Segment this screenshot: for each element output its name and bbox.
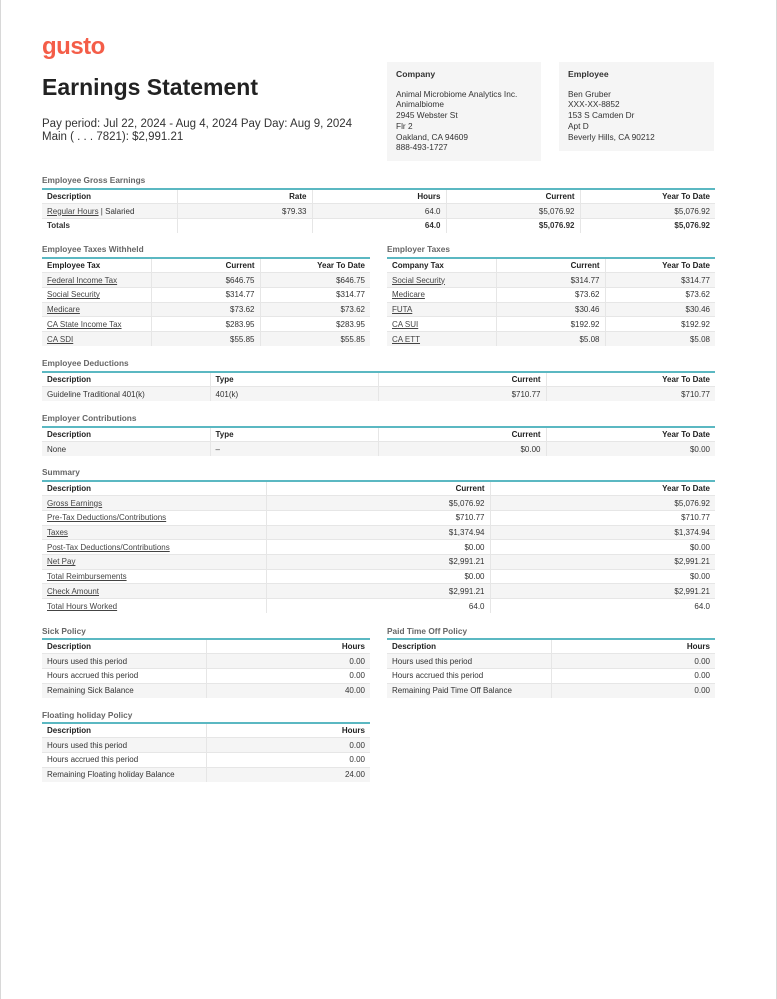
tax-name-cell xyxy=(42,273,151,288)
summary-name-cell xyxy=(42,496,266,511)
table-row xyxy=(42,540,715,555)
gross-earnings-title: Employee Gross Earnings xyxy=(42,175,146,185)
ytd-cell: $314.77 xyxy=(260,287,370,302)
description-cell: Hours accrued this period xyxy=(387,668,551,683)
summary-title: Summary xyxy=(42,467,80,477)
company-line: 888-493-1727 xyxy=(396,142,448,153)
table-row xyxy=(42,496,715,511)
description-cell: Guideline Traditional 401(k) xyxy=(42,387,210,402)
summary-link[interactable]: Pre-Tax Deductions/Contributions xyxy=(47,513,167,523)
summary-name-cell xyxy=(42,554,266,569)
ytd-cell: $0.00 xyxy=(490,540,715,555)
type-cell: – xyxy=(210,442,378,457)
current-cell: $1,374.94 xyxy=(266,525,490,540)
tax-link[interactable]: CA ETT xyxy=(392,334,421,344)
company-line: Oakland, CA 94609 xyxy=(396,131,468,142)
ytd-cell: 64.0 xyxy=(490,599,715,614)
account-line: Main ( . . . 7821): $2,991.21 xyxy=(42,131,184,143)
table-row xyxy=(387,654,715,669)
summary-name-cell xyxy=(42,569,266,584)
summary-link[interactable]: Total Reimbursements xyxy=(47,571,127,581)
tax-name-cell xyxy=(42,331,151,346)
column-header: Year To Date xyxy=(580,189,715,204)
table-row xyxy=(387,668,715,683)
description-cell: Remaining Paid Time Off Balance xyxy=(387,683,551,698)
description-cell: Remaining Sick Balance xyxy=(42,683,206,698)
current-cell: $314.77 xyxy=(151,287,260,302)
tax-name-cell xyxy=(387,317,496,332)
column-header: Description xyxy=(42,723,206,738)
column-header: Current xyxy=(151,258,260,273)
column-header: Year To Date xyxy=(546,372,715,387)
employee-deductions-title: Employee Deductions xyxy=(42,358,129,368)
current-cell: $710.77 xyxy=(266,510,490,525)
table-row xyxy=(42,752,370,767)
employee-line: 153 S Camden Dr xyxy=(568,110,635,121)
ytd-cell: $5.08 xyxy=(605,331,715,346)
column-header: Description xyxy=(42,372,210,387)
tax-name-cell xyxy=(387,302,496,317)
ytd-cell: $55.85 xyxy=(260,331,370,346)
current-cell: $73.62 xyxy=(151,302,260,317)
description-suffix: | Salaried xyxy=(98,206,135,216)
current-cell: $30.46 xyxy=(496,302,605,317)
empty-cell xyxy=(177,218,312,233)
ytd-cell: $646.75 xyxy=(260,273,370,288)
ytd-cell: $0.00 xyxy=(490,569,715,584)
column-header: Rate xyxy=(177,189,312,204)
table-row xyxy=(42,287,370,302)
column-header: Description xyxy=(42,189,177,204)
regular-hours-link[interactable]: Regular Hours xyxy=(47,206,99,216)
hours-cell: 0.00 xyxy=(551,683,715,698)
current-cell: 64.0 xyxy=(266,599,490,614)
totals-ytd: $5,076.92 xyxy=(580,218,715,233)
ytd-cell: $710.77 xyxy=(490,510,715,525)
column-header: Description xyxy=(387,639,551,654)
table-header-row xyxy=(42,481,715,496)
sick-policy-table xyxy=(42,638,370,698)
table-row xyxy=(387,287,715,302)
totals-row xyxy=(42,218,715,233)
table-row xyxy=(42,767,370,782)
table-row xyxy=(42,683,370,698)
ytd-cell: $1,374.94 xyxy=(490,525,715,540)
current-cell: $0.00 xyxy=(266,540,490,555)
description-cell xyxy=(42,204,177,219)
description-cell: Hours accrued this period xyxy=(42,752,206,767)
totals-current: $5,076.92 xyxy=(446,218,580,233)
tax-link[interactable]: CA SUI xyxy=(392,319,419,329)
table-row xyxy=(387,331,715,346)
table-row xyxy=(42,569,715,584)
ytd-cell: $2,991.21 xyxy=(490,554,715,569)
table-row xyxy=(42,654,370,669)
current-cell: $0.00 xyxy=(266,569,490,584)
pay-period-line: Pay period: Jul 22, 2024 - Aug 4, 2024 Pay Day: Aug 9, 2024 xyxy=(42,118,353,130)
summary-name-cell xyxy=(42,525,266,540)
summary-name-cell xyxy=(42,540,266,555)
description-cell: Remaining Floating holiday Balance xyxy=(42,767,206,782)
column-header: Type xyxy=(210,372,378,387)
summary-link[interactable]: Post-Tax Deductions/Contributions xyxy=(47,542,170,552)
ytd-cell: $710.77 xyxy=(546,387,715,402)
column-header: Description xyxy=(42,481,266,496)
totals-label: Totals xyxy=(42,218,177,233)
company-label: Company xyxy=(396,69,436,79)
table-row xyxy=(42,331,370,346)
current-cell: $73.62 xyxy=(496,287,605,302)
company-line: Flr 2 xyxy=(396,120,413,131)
ytd-cell: $5,076.92 xyxy=(580,204,715,219)
tax-link[interactable]: Social Security xyxy=(47,290,100,300)
column-header: Hours xyxy=(551,639,715,654)
current-cell: $5,076.92 xyxy=(266,496,490,511)
tax-link[interactable]: Social Security xyxy=(392,275,445,285)
employer-contributions-table xyxy=(42,426,715,456)
current-cell: $710.77 xyxy=(378,387,546,402)
table-row xyxy=(42,204,715,219)
column-header: Company Tax xyxy=(387,258,496,273)
employer-taxes-title: Employer Taxes xyxy=(387,244,451,254)
hours-cell: 0.00 xyxy=(551,668,715,683)
ytd-cell: $5,076.92 xyxy=(490,496,715,511)
hours-cell: 0.00 xyxy=(206,668,370,683)
table-row xyxy=(42,442,715,457)
table-row xyxy=(42,554,715,569)
column-header: Description xyxy=(42,427,210,442)
column-header: Hours xyxy=(206,639,370,654)
column-header: Type xyxy=(210,427,378,442)
description-cell: None xyxy=(42,442,210,457)
ytd-cell: $0.00 xyxy=(546,442,715,457)
employee-line: Apt D xyxy=(568,120,589,131)
column-header: Description xyxy=(42,639,206,654)
summary-name-cell xyxy=(42,599,266,614)
hours-cell: 24.00 xyxy=(206,767,370,782)
current-cell: $192.92 xyxy=(496,317,605,332)
floating-holiday-policy-table xyxy=(42,722,370,782)
pto-policy-table xyxy=(387,638,715,698)
description-cell: Hours used this period xyxy=(387,654,551,669)
type-cell: 401(k) xyxy=(210,387,378,402)
table-row xyxy=(42,525,715,540)
tax-link[interactable]: Medicare xyxy=(392,290,425,300)
table-header-row xyxy=(42,189,715,204)
summary-link[interactable]: Net Pay xyxy=(47,557,76,567)
column-header: Current xyxy=(378,372,546,387)
gross-earnings-table xyxy=(42,188,715,233)
current-cell: $283.95 xyxy=(151,317,260,332)
hours-cell: 0.00 xyxy=(206,654,370,669)
table-header-row xyxy=(42,723,370,738)
company-line: 2945 Webster St xyxy=(396,110,458,121)
table-row xyxy=(42,668,370,683)
table-row xyxy=(42,510,715,525)
tax-name-cell xyxy=(387,287,496,302)
ytd-cell: $30.46 xyxy=(605,302,715,317)
tax-link[interactable]: Medicare xyxy=(47,304,80,314)
hours-cell: 40.00 xyxy=(206,683,370,698)
column-header: Year To Date xyxy=(546,427,715,442)
pto-policy-title: Paid Time Off Policy xyxy=(387,626,468,636)
column-header: Current xyxy=(378,427,546,442)
employee-taxes-table xyxy=(42,257,370,346)
ytd-cell: $283.95 xyxy=(260,317,370,332)
summary-link[interactable]: Total Hours Worked xyxy=(47,601,118,611)
table-header-row xyxy=(387,258,715,273)
table-row xyxy=(387,273,715,288)
tax-link[interactable]: FUTA xyxy=(392,304,413,314)
table-header-row xyxy=(42,372,715,387)
ytd-cell: $2,991.21 xyxy=(490,584,715,599)
employee-taxes-title: Employee Taxes Withheld xyxy=(42,244,144,254)
current-cell: $5,076.92 xyxy=(446,204,580,219)
floating-holiday-policy-title: Floating holiday Policy xyxy=(42,710,133,720)
table-row xyxy=(387,317,715,332)
tax-name-cell xyxy=(42,287,151,302)
table-row xyxy=(42,738,370,753)
company-line: Animal Microbiome Analytics Inc. xyxy=(396,88,518,99)
table-row xyxy=(42,317,370,332)
rate-cell: $79.33 xyxy=(177,204,312,219)
hours-cell: 0.00 xyxy=(206,738,370,753)
table-row xyxy=(42,273,370,288)
company-info-box xyxy=(387,62,541,161)
sick-policy-title: Sick Policy xyxy=(42,626,86,636)
tax-link[interactable]: CA SDI xyxy=(47,334,74,344)
column-header: Year To Date xyxy=(260,258,370,273)
current-cell: $314.77 xyxy=(496,273,605,288)
current-cell: $0.00 xyxy=(378,442,546,457)
summary-name-cell xyxy=(42,510,266,525)
summary-link[interactable]: Gross Earnings xyxy=(47,498,103,508)
column-header: Current xyxy=(266,481,490,496)
tax-name-cell xyxy=(42,317,151,332)
ytd-cell: $73.62 xyxy=(605,287,715,302)
summary-table xyxy=(42,480,715,613)
page-title: Earnings Statement xyxy=(42,74,258,100)
table-row xyxy=(42,302,370,317)
employer-contributions-title: Employer Contributions xyxy=(42,413,137,423)
hours-cell: 0.00 xyxy=(206,752,370,767)
employer-taxes-table xyxy=(387,257,715,346)
summary-link[interactable]: Check Amount xyxy=(47,586,100,596)
table-header-row xyxy=(42,427,715,442)
current-cell: $5.08 xyxy=(496,331,605,346)
description-cell: Hours used this period xyxy=(42,654,206,669)
totals-hours: 64.0 xyxy=(312,218,446,233)
column-header: Hours xyxy=(206,723,370,738)
hours-cell: 64.0 xyxy=(312,204,446,219)
ytd-cell: $73.62 xyxy=(260,302,370,317)
table-header-row xyxy=(42,258,370,273)
tax-name-cell xyxy=(387,331,496,346)
summary-name-cell xyxy=(42,584,266,599)
summary-link[interactable]: Taxes xyxy=(47,527,68,537)
employee-label: Employee xyxy=(568,69,609,79)
column-header: Year To Date xyxy=(605,258,715,273)
current-cell: $646.75 xyxy=(151,273,260,288)
description-cell: Hours accrued this period xyxy=(42,668,206,683)
table-row xyxy=(42,387,715,402)
tax-name-cell xyxy=(42,302,151,317)
table-row xyxy=(42,584,715,599)
table-row xyxy=(42,599,715,614)
employee-line: Beverly Hills, CA 90212 xyxy=(568,131,655,142)
column-header: Employee Tax xyxy=(42,258,151,273)
tax-link[interactable]: CA State Income Tax xyxy=(47,319,122,329)
employee-line: Ben Gruber xyxy=(568,88,611,99)
current-cell: $2,991.21 xyxy=(266,554,490,569)
description-cell: Hours used this period xyxy=(42,738,206,753)
company-line: Animalbiome xyxy=(396,99,444,110)
column-header: Current xyxy=(496,258,605,273)
table-header-row xyxy=(42,639,370,654)
table-row xyxy=(387,302,715,317)
employee-info-box xyxy=(559,62,714,151)
tax-name-cell xyxy=(387,273,496,288)
tax-link[interactable]: Federal Income Tax xyxy=(47,275,118,285)
table-row xyxy=(387,683,715,698)
column-header: Year To Date xyxy=(490,481,715,496)
employee-deductions-table xyxy=(42,371,715,401)
current-cell: $2,991.21 xyxy=(266,584,490,599)
table-header-row xyxy=(387,639,715,654)
column-header: Current xyxy=(446,189,580,204)
gusto-logo: gusto xyxy=(42,33,105,60)
employee-line: XXX-XX-8852 xyxy=(568,99,620,110)
ytd-cell: $314.77 xyxy=(605,273,715,288)
current-cell: $55.85 xyxy=(151,331,260,346)
ytd-cell: $192.92 xyxy=(605,317,715,332)
hours-cell: 0.00 xyxy=(551,654,715,669)
column-header: Hours xyxy=(312,189,446,204)
